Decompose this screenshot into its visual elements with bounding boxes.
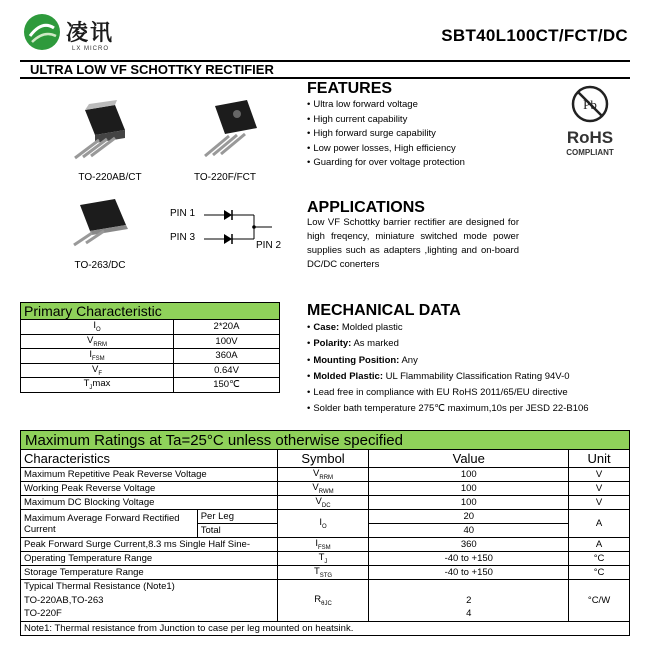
column-header-value: Value — [369, 450, 569, 468]
table-row: Storage Temperature Range $T_{STG}$ -40 to +150 °C — [21, 566, 630, 580]
maximum-ratings-title: Maximum Ratings at Ta=25°C unless otherwise specified — [21, 431, 630, 450]
header-divider-bottom — [20, 77, 630, 79]
list-item: • Case: Molded plastic — [307, 320, 589, 336]
value-cell: 150℃ — [174, 378, 280, 393]
features-title: FEATURES — [307, 80, 393, 97]
list-item: • Polarity: As marked — [307, 336, 589, 352]
value-cell: 100V — [174, 334, 280, 349]
maximum-ratings-table — [20, 430, 630, 636]
pin-diagram — [170, 205, 290, 255]
logo-subtext: LX MICRO — [72, 46, 110, 52]
rohs-text: RoHS — [566, 128, 614, 147]
table-row: Maximum Average Forward Rectified Current Per Leg $I_O$ 20 A — [21, 510, 630, 524]
to263-package-icon — [60, 195, 140, 255]
mechanical-data-title: MECHANICAL DATA — [307, 302, 461, 319]
column-header-unit: Unit — [569, 450, 630, 468]
list-item: • Lead free in compliance with EU RoHS 2011/65/EU directive — [307, 385, 589, 401]
rohs-badge — [555, 84, 625, 166]
feature-item: • High forward surge capability — [307, 127, 465, 142]
table-row — [21, 349, 280, 364]
table-row: Working Peak Reverse Voltage $V_{RWM}$ 100 V — [21, 482, 630, 496]
table-row — [21, 621, 630, 635]
table-row — [21, 334, 280, 349]
primary-characteristic-table — [20, 302, 280, 393]
document-subtitle: ULTRA LOW VF SCHOTTKY RECTIFIER — [30, 62, 274, 77]
table-row: Operating Temperature Range $T_J$ -40 to +150 °C — [21, 552, 630, 566]
company-logo — [22, 12, 122, 58]
table-row: Typical Thermal Resistance (Note1) TO-220AB,TO-263 TO-220F $R_{\theta JC}$ 2 4 °C/W — [21, 580, 630, 622]
table-row: Maximum DC Blocking Voltage $V_{DC}$ 100 V — [21, 496, 630, 510]
value-cell: 2*20A — [174, 320, 280, 335]
param-cell: $I_O$ — [21, 320, 174, 335]
part-number: SBT40L100CT/FCT/DC — [441, 26, 628, 45]
rohs-compliant: COMPLIANT — [566, 148, 614, 157]
pin3-label: PIN 3 — [170, 232, 196, 243]
mechanical-data-list — [307, 320, 589, 418]
diode-symbol-icon — [204, 205, 284, 250]
feature-item: • High current capability — [307, 113, 465, 128]
package-label-to220ab: TO-220AB/CT — [78, 172, 142, 183]
table-row — [21, 363, 280, 378]
to220f-package-icon — [185, 98, 275, 168]
pb-free-icon — [570, 84, 610, 124]
feature-item: • Low power losses, High efficiency — [307, 142, 465, 157]
primary-characteristic-title: Primary Characteristic — [21, 303, 280, 320]
feature-item: • Ultra low forward voltage — [307, 98, 465, 113]
param-cell: $I_{FSM}$ — [21, 349, 174, 364]
feature-item: • Guarding for over voltage protection — [307, 156, 465, 171]
table-row — [21, 378, 280, 393]
pb-text: Pb — [583, 97, 597, 112]
features-list — [307, 98, 465, 171]
footnote: Note1: Thermal resistance from Junction to case per leg mounted on heatsink. — [21, 621, 630, 635]
table-row: Total 40 — [21, 524, 630, 538]
value-cell: 360A — [174, 349, 280, 364]
param-cell: $V_F$ — [21, 363, 174, 378]
param-cell: $V_{RRM}$ — [21, 334, 174, 349]
list-item: • Molded Plastic: UL Flammability Classification Rating 94V-0 — [307, 369, 589, 385]
value-cell: 0.64V — [174, 363, 280, 378]
logo-emblem-icon — [22, 12, 62, 52]
list-item: • Mounting Position: Any — [307, 353, 589, 369]
column-header-characteristics: Characteristics — [21, 450, 278, 468]
table-row — [21, 320, 280, 335]
applications-text: Low VF Schottky barrier rectifier are designed for high freqency, miniature switched mode power supplies such as adapters ,lighting and on-board DC/DC conerters — [307, 217, 519, 270]
package-label-to263: TO-263/DC — [74, 260, 126, 271]
applications-title: APPLICATIONS — [307, 199, 425, 216]
logo-text: 凌讯 — [66, 20, 115, 46]
table-row: Maximum Repetitive Peak Reverse Voltage $V_{RRM}$ 100 V — [21, 468, 630, 482]
package-label-to220f: TO-220F/FCT — [193, 172, 257, 183]
table-header-row — [21, 450, 630, 468]
pin2-label: PIN 2 — [256, 240, 282, 251]
pin1-label: PIN 1 — [170, 208, 196, 219]
param-cell: $T_J\max$ — [21, 378, 174, 393]
column-header-symbol: Symbol — [277, 450, 369, 468]
list-item: • Solder bath temperature 275℃ maximum,10s per JESD 22-B106 — [307, 401, 589, 417]
to220ab-package-icon — [55, 100, 145, 170]
table-row: Peak Forward Surge Current,8.3 ms Single Half Sine- $I_{FSM}$ 360 A — [21, 538, 630, 552]
